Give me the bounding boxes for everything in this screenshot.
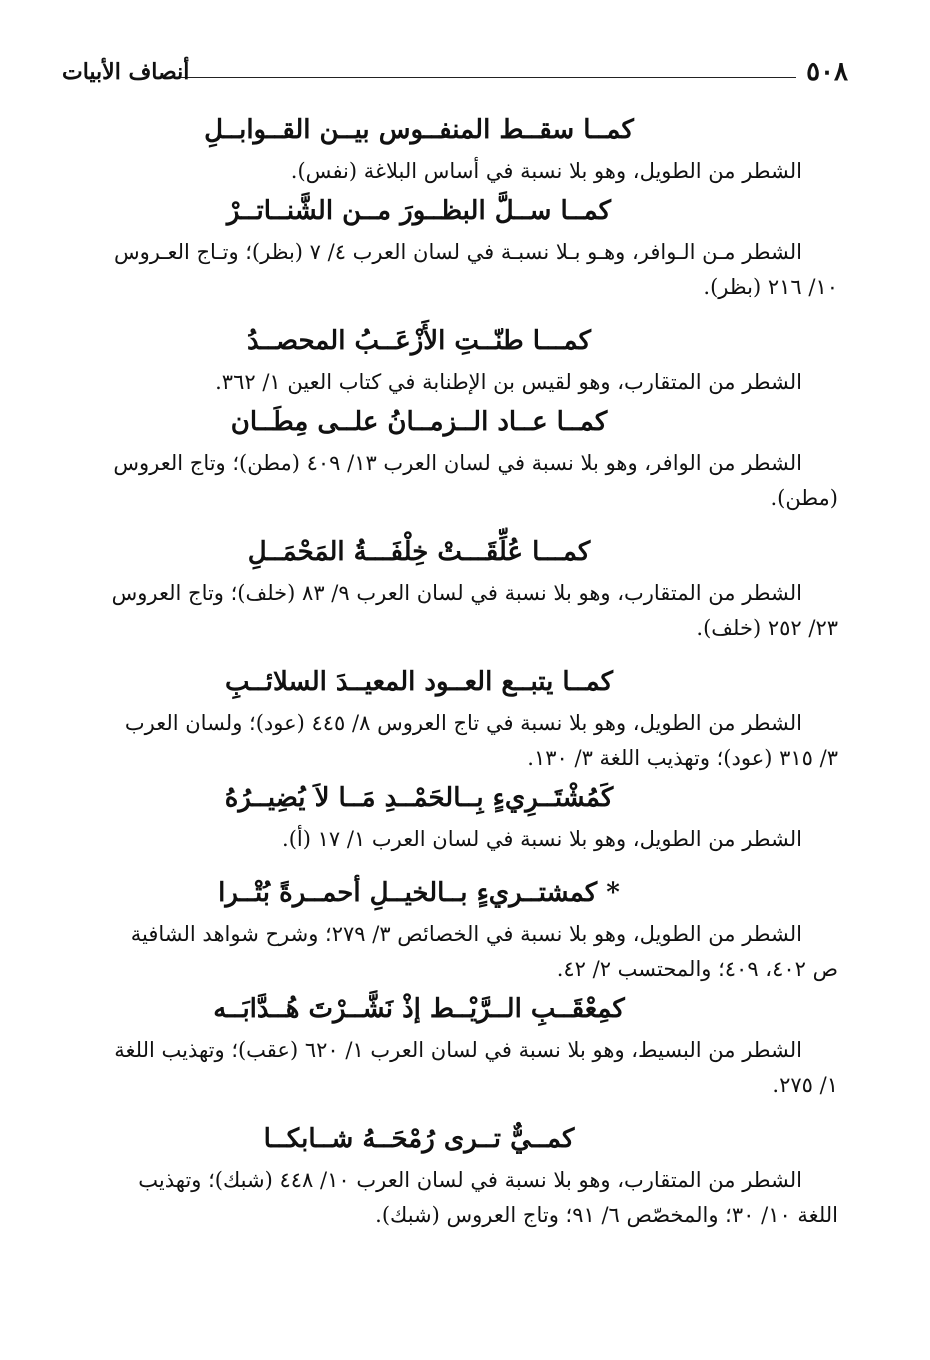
page-number: ٥٠٨ bbox=[806, 57, 848, 87]
verse-note-line: ١/ ٢٧٥. bbox=[772, 1073, 838, 1097]
verse-entry bbox=[68, 987, 838, 1103]
verse-note-line: ص ٤٠٢، ٤٠٩؛ والمحتسب ٢/ ٤٢. bbox=[556, 957, 838, 981]
verse-note-line: الشطر من الطويل، وهو بلا نسبة في الخصائص ٣/ ٢٧٩؛ وشرح شواهد الشافية bbox=[130, 922, 802, 946]
verse-line: كمــا سقــط المنفــوس بيــن القــوابــلِ bbox=[204, 115, 634, 145]
verse-entry bbox=[68, 1117, 838, 1233]
verse-note-line: الشطر من الطويل، وهو بلا نسبة في لسان العرب ١/ ١٧ (أ). bbox=[282, 827, 802, 851]
verse-line: كمِعْقَــبِ الــرَّيْــط إذْ نَشَّــرْتَ هُــدَّابَــه bbox=[213, 994, 625, 1024]
verse-line: كَمُشْتَــرِيءٍ بِــالحَمْــدِ مَــا لاَ يُضِيــرُهُ bbox=[224, 783, 614, 813]
verse-note bbox=[68, 446, 838, 516]
verse-entry bbox=[68, 660, 838, 776]
verse-line: * كمشتــريءٍ بــالخيــلِ أحمــرةً بُتْــرا bbox=[218, 878, 620, 908]
verse-line: كمــيٌّ تــرى رُمْحَــهُ شــابكــا bbox=[263, 1124, 575, 1154]
verse-note-line: (مطن). bbox=[770, 486, 838, 510]
verse-entry bbox=[68, 319, 802, 400]
verse-note-line: ١٠/ ٢١٦ (بظر). bbox=[703, 275, 838, 299]
verse-note bbox=[68, 917, 838, 987]
verse-note-line: الشطر من المتقارب، وهو بلا نسبة في لسان العرب ٩/ ٨٣ (خلف)؛ وتاج العروس bbox=[111, 581, 802, 605]
verse-line: كمــا يتبــع العــود المعيــدَ السلائــبِ bbox=[224, 667, 613, 697]
verse-note-line: اللغة ١٠/ ٣٠؛ والمخصّص ٦/ ٩١؛ وتاج العروس (شبك). bbox=[375, 1203, 838, 1227]
verse-note-line: الشطر من الوافر، وهو بلا نسبة في لسان العرب ١٣/ ٤٠٩ (مطن)؛ وتاج العروس bbox=[113, 451, 802, 475]
verse-entry bbox=[68, 108, 802, 189]
verse-note-line: الشطر من الطويل، وهو بلا نسبة في أساس البلاغة (نفس). bbox=[290, 159, 802, 183]
page-header bbox=[62, 55, 848, 95]
verse-note bbox=[68, 154, 838, 189]
verse-line: كمـــا طنّــتِ الأَزْعَــبُ المحصــدُ bbox=[247, 326, 591, 356]
verse-line: كمــا عــاد الــزمــانُ علــى مِطَــان bbox=[230, 407, 608, 437]
running-title: أنصاف الأبيات bbox=[62, 59, 190, 85]
verse-note bbox=[68, 1033, 838, 1103]
verse-entry bbox=[68, 189, 838, 305]
verse-note bbox=[68, 706, 838, 776]
verse-note bbox=[68, 822, 838, 857]
verse-note-line: الشطر من المتقارب، وهو بلا نسبة في لسان العرب ١٠/ ٤٤٨ (شبك)؛ وتهذيب bbox=[138, 1168, 802, 1192]
verse-note bbox=[68, 1163, 838, 1233]
verse-entry bbox=[68, 400, 838, 516]
entries-list bbox=[68, 108, 838, 1233]
verse-note bbox=[68, 576, 838, 646]
verse-note-line: الشطر من الطويل، وهو بلا نسبة في تاج العروس ٨/ ٤٤٥ (عود)؛ ولسان العرب bbox=[124, 711, 802, 735]
verse-line: كمـــا عُلِّقَـــتْ خِلْفَـــةُ المَحْمَــلِ bbox=[247, 537, 591, 567]
verse-entry bbox=[68, 871, 838, 987]
verse-line: كمــا ســلَّ البظــورَ مــن الشَّنــاتــرْ bbox=[226, 196, 612, 226]
verse-note-line: الشطر من البسيط، وهو بلا نسبة في لسان العرب ١/ ٦٢٠ (عقب)؛ وتهذيب اللغة bbox=[114, 1038, 802, 1062]
verse-entry bbox=[68, 530, 838, 646]
verse-note-line: الشطر مـن الـوافر، وهـو بـلا نسبـة في لسان العرب ٤/ ٧ (بظر)؛ وتـاج العـروس bbox=[113, 240, 802, 264]
verse-note-line: ٢٣/ ٢٥٢ (خلف). bbox=[696, 616, 838, 640]
verse-note-line: ٣/ ٣١٥ (عود)؛ وتهذيب اللغة ٣/ ١٣٠. bbox=[527, 746, 838, 770]
verse-note-line: الشطر من المتقارب، وهو لقيس بن الإطنابة في كتاب العين ١/ ٣٦٢. bbox=[215, 370, 802, 394]
verse-note bbox=[68, 235, 838, 305]
header-rule bbox=[180, 77, 796, 78]
verse-entry bbox=[68, 776, 802, 857]
verse-note bbox=[68, 365, 838, 400]
